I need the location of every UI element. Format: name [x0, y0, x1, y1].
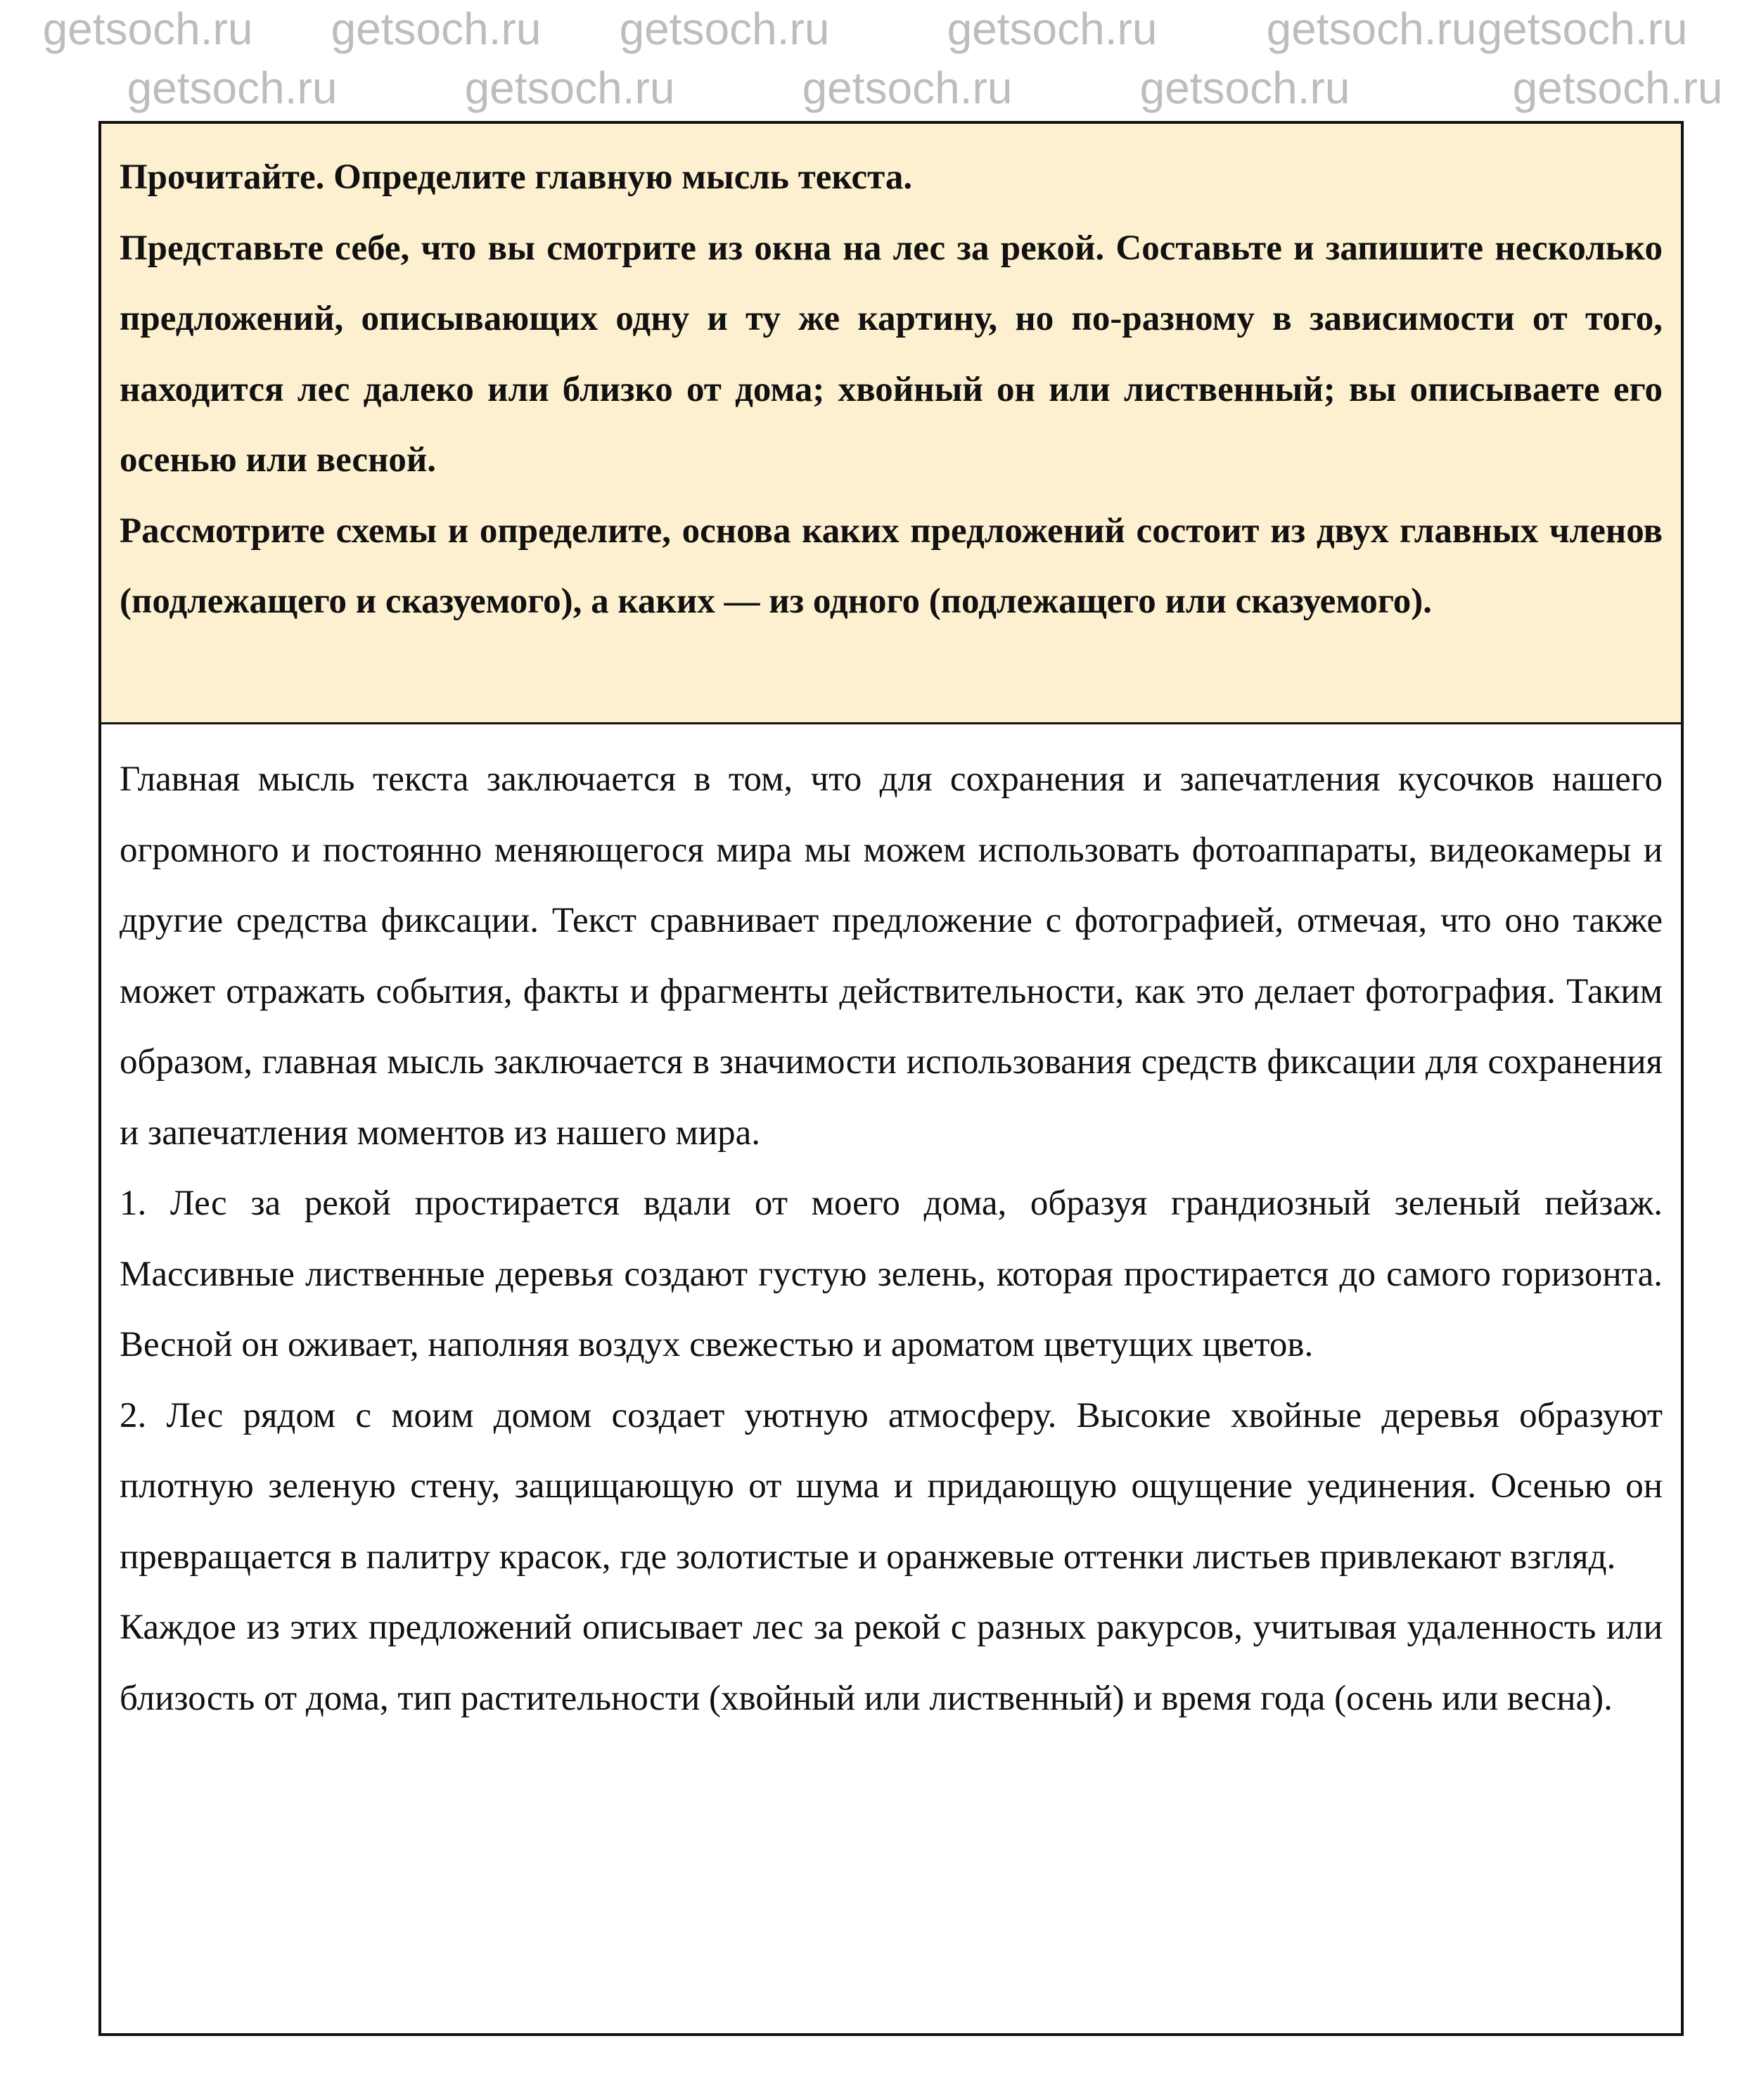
exercise-table	[98, 121, 1684, 2036]
task-paragraph: Представьте себе, что вы смотрите из окна на лес за рекой. Составьте и запишите несколько предложений, описывающих одну и ту же картину, но по-разному в зависимости от того, находится лес далеко или близко от дома; хвойный он или лиственный; вы описываете его осенью или весной.	[120, 228, 1663, 480]
watermark: getsoch.ru	[127, 63, 338, 113]
answer-paragraph: 1. Лес за рекой простирается вдали от моего дома, образуя грандиозный зеленый пейзаж. Массивные лиственные деревья создают густую зелень, которая простирается до самого горизонта. Весной он оживает, наполняя воздух свежестью и ароматом цветущих цветов.	[120, 1184, 1663, 1364]
task-paragraph: Рассмотрите схемы и определите, основа каких предложений состоит из двух главных членов (подлежащего и сказуемого), а каких — из одного (подлежащего или сказуемого).	[120, 511, 1663, 621]
answer-cell	[101, 724, 1681, 2033]
task-paragraph: Прочитайте. Определите главную мысль текста.	[120, 158, 913, 197]
answer-paragraph: 2. Лес рядом с моим домом создает уютную атмосферу. Высокие хвойные деревья образуют плотную зеленую стену, защищающую от шума и придающую ощущение уединения. Осенью он превращается в палитру красок, где золотистые и оранжевые оттенки листьев привлекают взгляд.	[120, 1395, 1663, 1577]
watermark: getsoch.ru	[331, 4, 542, 54]
watermark: getsoch.ru	[1266, 4, 1477, 54]
watermark: getsoch.ru	[802, 63, 1013, 113]
watermark: getsoch.ru	[42, 4, 253, 54]
watermark: getsoch.ru	[619, 4, 830, 54]
watermark: getsoch.ru	[947, 4, 1158, 54]
answer-paragraph: Каждое из этих предложений описывает лес за рекой с разных ракурсов, учитывая удаленность или близость от дома, тип растительности (хвойный или лиственный) и время года (осень или весна).	[120, 1608, 1663, 1718]
watermark: getsoch.ru	[1477, 4, 1688, 54]
task-cell	[101, 124, 1681, 724]
watermark: getsoch.ru	[1512, 63, 1723, 113]
watermark: getsoch.ru	[1139, 63, 1350, 113]
answer-paragraph: Главная мысль текста заключается в том, что для сохранения и запечатления кусочков нашего огромного и постоянно меняющегося мира мы можем использовать фотоаппараты, видеокамеры и другие средства фиксации. Текст сравнивает предложение с фотографией, отмечая, что оно также может отражать события, факты и фрагменты действительности, как это делает фотография. Таким образом, главная мысль заключается в значимости использования средств фиксации для сохранения и запечатления моментов из нашего мира.	[120, 760, 1663, 1153]
watermark: getsoch.ru	[464, 63, 675, 113]
